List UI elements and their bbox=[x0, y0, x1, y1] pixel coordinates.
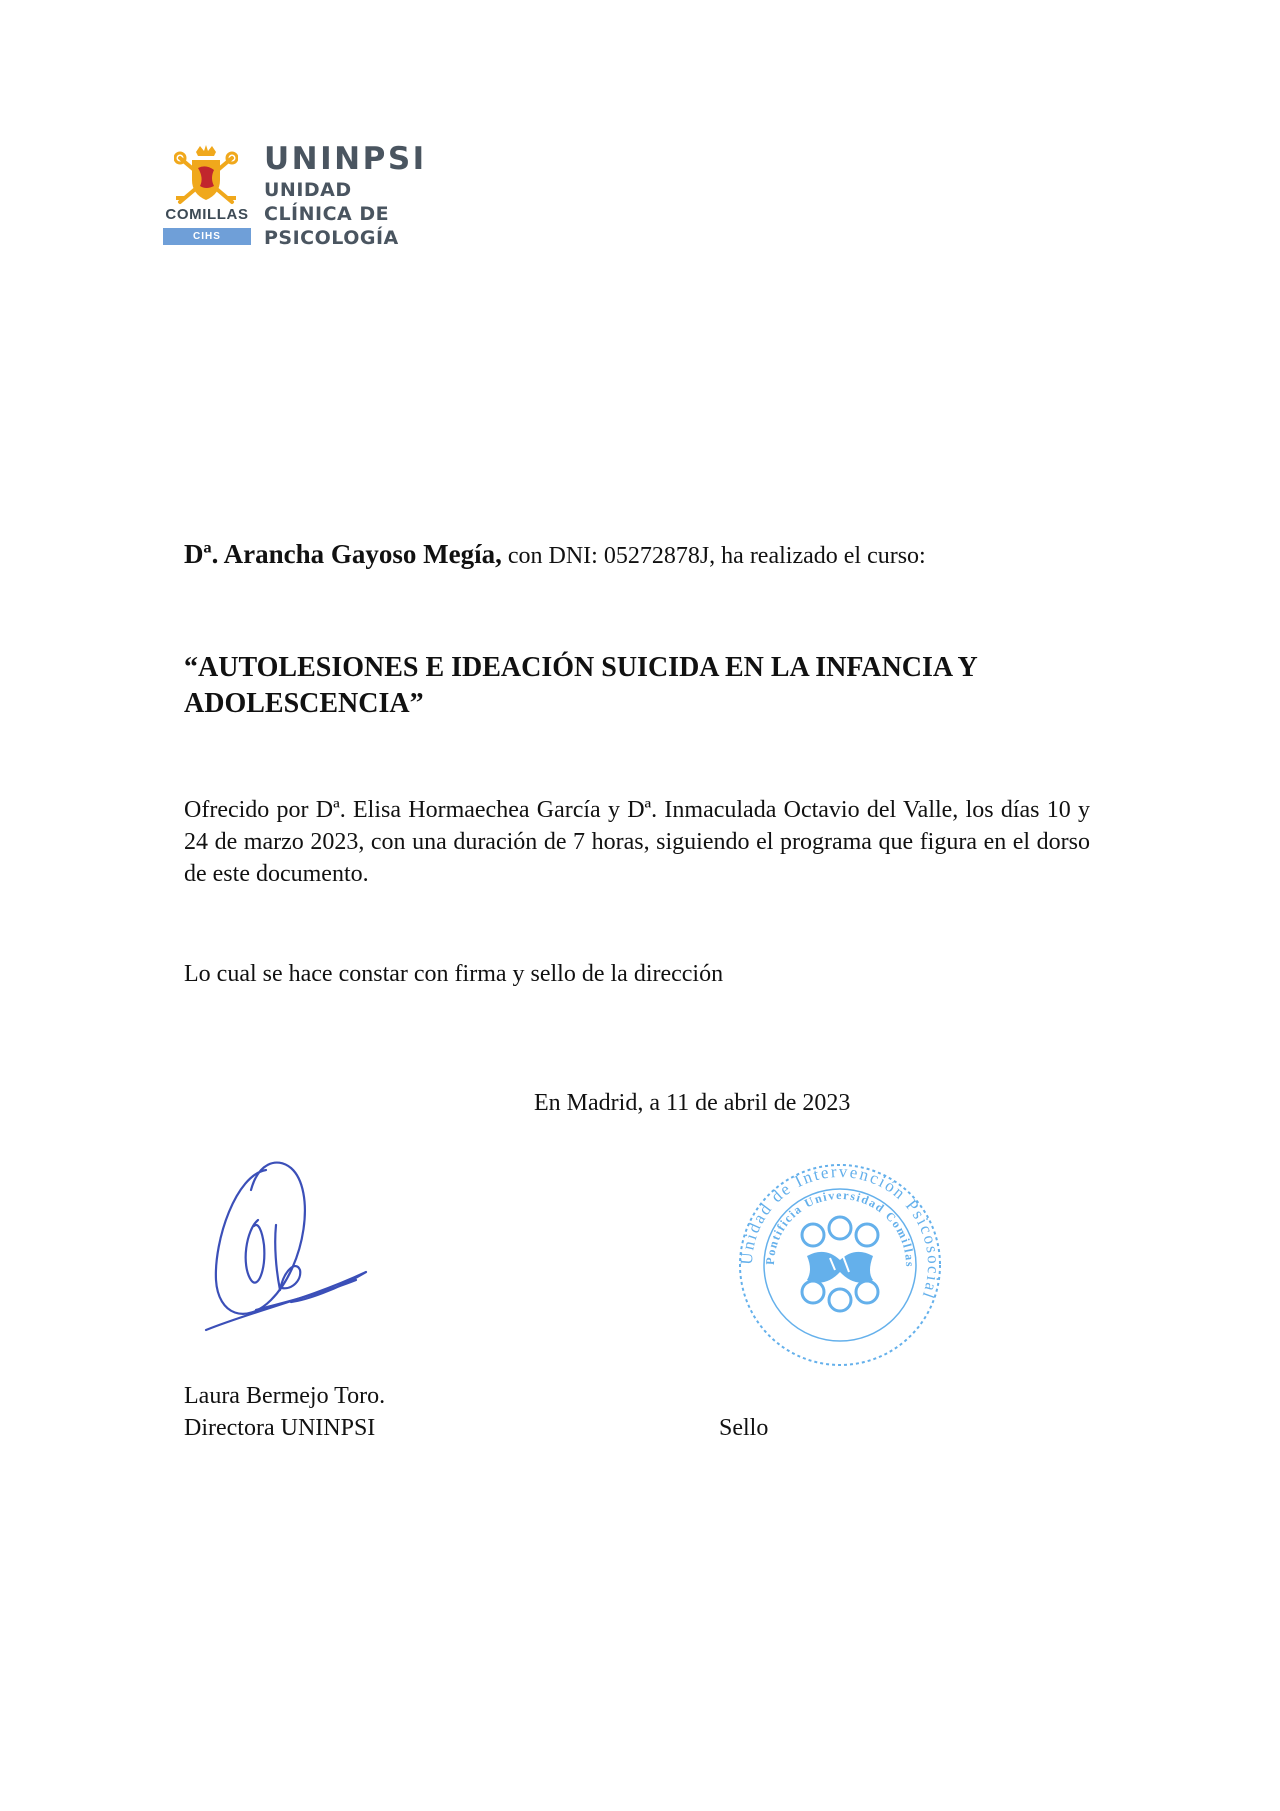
signer-name: Laura Bermejo Toro. bbox=[184, 1383, 386, 1409]
recipient-details: con DNI: 05272878J, ha realizado el curso: bbox=[501, 543, 926, 569]
attestation-line: Lo cual se hace constar con firma y sello de la dirección bbox=[184, 961, 724, 987]
course-title: “AUTOLESIONES E IDEACIÓN SUICIDA EN LA INFANCIA Y ADOLESCENCIA” bbox=[184, 652, 977, 719]
svg-text:Pontificia Universidad Comilla: Pontificia Universidad Comillas bbox=[762, 1187, 918, 1269]
official-seal bbox=[735, 1160, 945, 1370]
logo-subtitle-line3: PSICOLOGÍA bbox=[264, 227, 399, 249]
signer-role: Directora UNINPSI bbox=[184, 1415, 376, 1441]
logo-title: UNINPSI bbox=[264, 141, 427, 177]
seal-label: Sello bbox=[719, 1415, 769, 1441]
seal-stamp bbox=[735, 1160, 945, 1370]
logo-subtitle-line1: UNIDAD bbox=[264, 179, 352, 201]
svg-text:Unidad de Intervención Psicoso: Unidad de Intervención Psicosocial bbox=[736, 1161, 944, 1303]
recipient-name: Dª. Arancha Gayoso Megía, bbox=[184, 539, 502, 569]
course-details-paragraph: Ofrecido por Dª. Elisa Hormaechea García y Dª. Inmaculada Octavio del Valle, los días 10 y 24 de marzo 2023, con una duración de 7 horas, siguiendo el programa que figura en el dorso de este documento. bbox=[184, 797, 1090, 887]
handwritten-signature bbox=[196, 1150, 396, 1350]
crest-icon bbox=[174, 144, 238, 206]
logo-subtitle-line2: CLÍNICA DE bbox=[264, 203, 390, 225]
logo-institution: COMILLAS bbox=[165, 206, 249, 223]
uninpsi-logo bbox=[160, 140, 460, 255]
recipient-line bbox=[184, 538, 1090, 572]
logo-institution-badge: CIHS bbox=[163, 228, 251, 245]
place-date: En Madrid, a 11 de abril de 2023 bbox=[534, 1090, 851, 1116]
